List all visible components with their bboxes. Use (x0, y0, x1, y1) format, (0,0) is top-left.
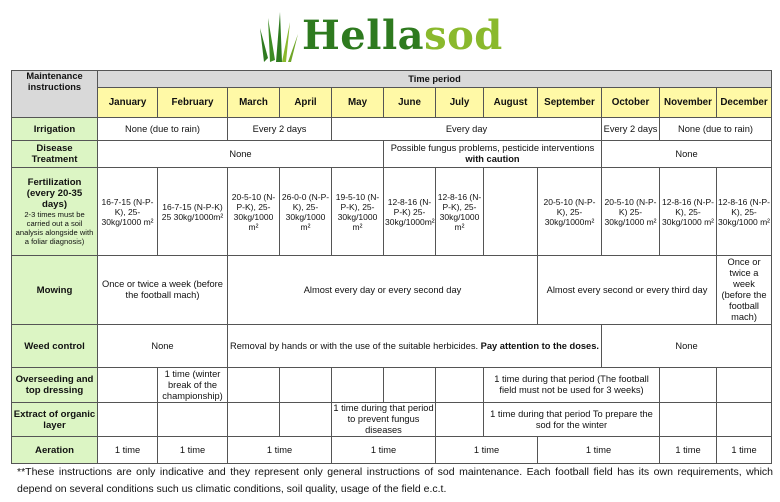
month-november: November (660, 88, 717, 118)
weed-mar-sep (228, 325, 602, 368)
weed-oct-dec: None (602, 325, 772, 368)
overseeding-mar (228, 368, 280, 403)
aeration-sep-oct: 1 time (538, 437, 660, 464)
maintenance-header: Maintenance instructions (12, 71, 98, 118)
maintenance-schedule-table (11, 70, 772, 464)
overseeding-feb: 1 time (winter break of the championship) (158, 368, 228, 403)
weed-row (12, 325, 772, 368)
extract-aug-oct: 1 time during that period To prepare the sod for the winter (484, 403, 660, 437)
fertilization-jun: 12-8-16 (N-P-K) 25-30kg/1000m² (384, 168, 436, 256)
aeration-jan: 1 time (98, 437, 158, 464)
mowing-dec: Once or twice a week (before the football mach) (717, 256, 772, 325)
mowing-jan-feb: Once or twice a week (before the football mach) (98, 256, 228, 325)
irrigation-jan-feb: None (due to rain) (98, 118, 228, 141)
brand-name: Hellasod (302, 12, 503, 59)
fertilization-jan: 16-7-15 (N-P-K), 25-30kg/1000 m² (98, 168, 158, 256)
weed-doses-warning: Pay attention to the doses. (480, 340, 599, 351)
month-june: June (384, 88, 436, 118)
month-october: October (602, 88, 660, 118)
fertilization-may: 19-5-10 (N-P-K), 25-30kg/1000 m² (332, 168, 384, 256)
overseeding-row (12, 368, 772, 403)
mowing-sep-nov: Almost every second or every third day (538, 256, 717, 325)
fertilization-label (12, 168, 98, 256)
irrigation-row (12, 118, 772, 141)
extract-apr (280, 403, 332, 437)
disease-caution: with caution (465, 154, 520, 164)
fertilization-aug (484, 168, 538, 256)
fertilization-dec: 12-8-16 (N-P-K), 25-30kg/1000 m² (717, 168, 772, 256)
irrigation-mar-apr: Every 2 days (228, 118, 332, 141)
fertilization-apr: 26-0-0 (N-P-K), 25-30kg/1000 m² (280, 168, 332, 256)
disease-jun-sep-text: Possible fungus problems, pesticide interventions (390, 143, 595, 153)
fertilization-nov: 12-8-16 (N-P-K), 25-30kg/1000 m² (660, 168, 717, 256)
header-row (12, 71, 772, 88)
aeration-mar-apr: 1 time (228, 437, 332, 464)
footnote: **These instructions are only indicative and they represent only general instructions of sod maintenance. Each football field has its own requirements, which depend on several conditions such us climatic conditions, soil quality, usage of the field e.c.t. (17, 466, 773, 495)
irrigation-nov-dec: None (due to rain) (660, 118, 772, 141)
hellasod-logo (258, 8, 503, 66)
month-april: April (280, 88, 332, 118)
overseeding-jan (98, 368, 158, 403)
disease-row (12, 141, 772, 168)
fertilization-feb: 16-7-15 (N-P-K) 25 30kg/1000m² (158, 168, 228, 256)
aeration-row (12, 437, 772, 464)
disease-label: Disease Treatment (12, 141, 98, 168)
month-december: December (717, 88, 772, 118)
overseeding-label: Overseeding and top dressing (12, 368, 98, 403)
fertilization-title: Fertilization (every 20-35 days) (26, 176, 83, 210)
overseeding-jun (384, 368, 436, 403)
overseeding-dec (717, 368, 772, 403)
weed-label: Weed control (12, 325, 98, 368)
extract-dec (717, 403, 772, 437)
weed-mar-sep-text: Removal by hands or with the use of the suitable herbicides. (230, 340, 479, 351)
extract-label: Extract of organic layer (12, 403, 98, 437)
aeration-jul-aug: 1 time (436, 437, 538, 464)
fertilization-oct: 20-5-10 (N-P-K) 25-30kg/1000 m² (602, 168, 660, 256)
aeration-may-jun: 1 time (332, 437, 436, 464)
disease-oct-dec: None (602, 141, 772, 168)
extract-jan (98, 403, 158, 437)
fertilization-row (12, 168, 772, 256)
extract-may-jun: 1 time during that period to prevent fungus diseases (333, 403, 434, 435)
fertilization-mar: 20-5-10 (N-P-K), 25-30kg/1000 m² (228, 168, 280, 256)
extract-jul (436, 403, 484, 437)
fertilization-sep: 20-5-10 (N-P-K), 25-30kg/1000m² (538, 168, 602, 256)
irrigation-may-sep: Every day (332, 118, 602, 141)
mowing-row (12, 256, 772, 325)
overseeding-apr (280, 368, 332, 403)
month-september: September (538, 88, 602, 118)
mowing-label: Mowing (12, 256, 98, 325)
aeration-nov: 1 time (660, 437, 717, 464)
fertilization-jul: 12-8-16 (N-P-K), 25-30kg/1000 m² (436, 168, 484, 256)
month-july: July (436, 88, 484, 118)
disease-jan-may: None (98, 141, 384, 168)
overseeding-aug-oct: 1 time during that period (The football field must not be used for 3 weeks) (484, 368, 660, 403)
overseeding-jul (436, 368, 484, 403)
mowing-mar-aug: Almost every day or every second day (228, 256, 538, 325)
month-february: February (158, 88, 228, 118)
time-period-header: Time period (98, 71, 772, 88)
overseeding-nov (660, 368, 717, 403)
aeration-dec: 1 time (717, 437, 772, 464)
aeration-label: Aeration (12, 437, 98, 464)
irrigation-label: Irrigation (12, 118, 98, 141)
weed-jan-feb: None (98, 325, 228, 368)
extract-feb (158, 403, 228, 437)
month-january: January (98, 88, 158, 118)
extract-nov (660, 403, 717, 437)
month-march: March (228, 88, 280, 118)
irrigation-oct: Every 2 days (602, 118, 660, 141)
fertilization-note: 2-3 times must be carried out a soil analysis alongside with a foliar diagnosis) (15, 209, 94, 246)
months-row (12, 88, 772, 118)
grass-tuft-icon (258, 10, 300, 62)
month-may: May (332, 88, 384, 118)
aeration-feb: 1 time (158, 437, 228, 464)
month-august: August (484, 88, 538, 118)
disease-jun-sep (384, 141, 602, 168)
overseeding-may (332, 368, 384, 403)
extract-row (12, 403, 772, 437)
extract-mar (228, 403, 280, 437)
